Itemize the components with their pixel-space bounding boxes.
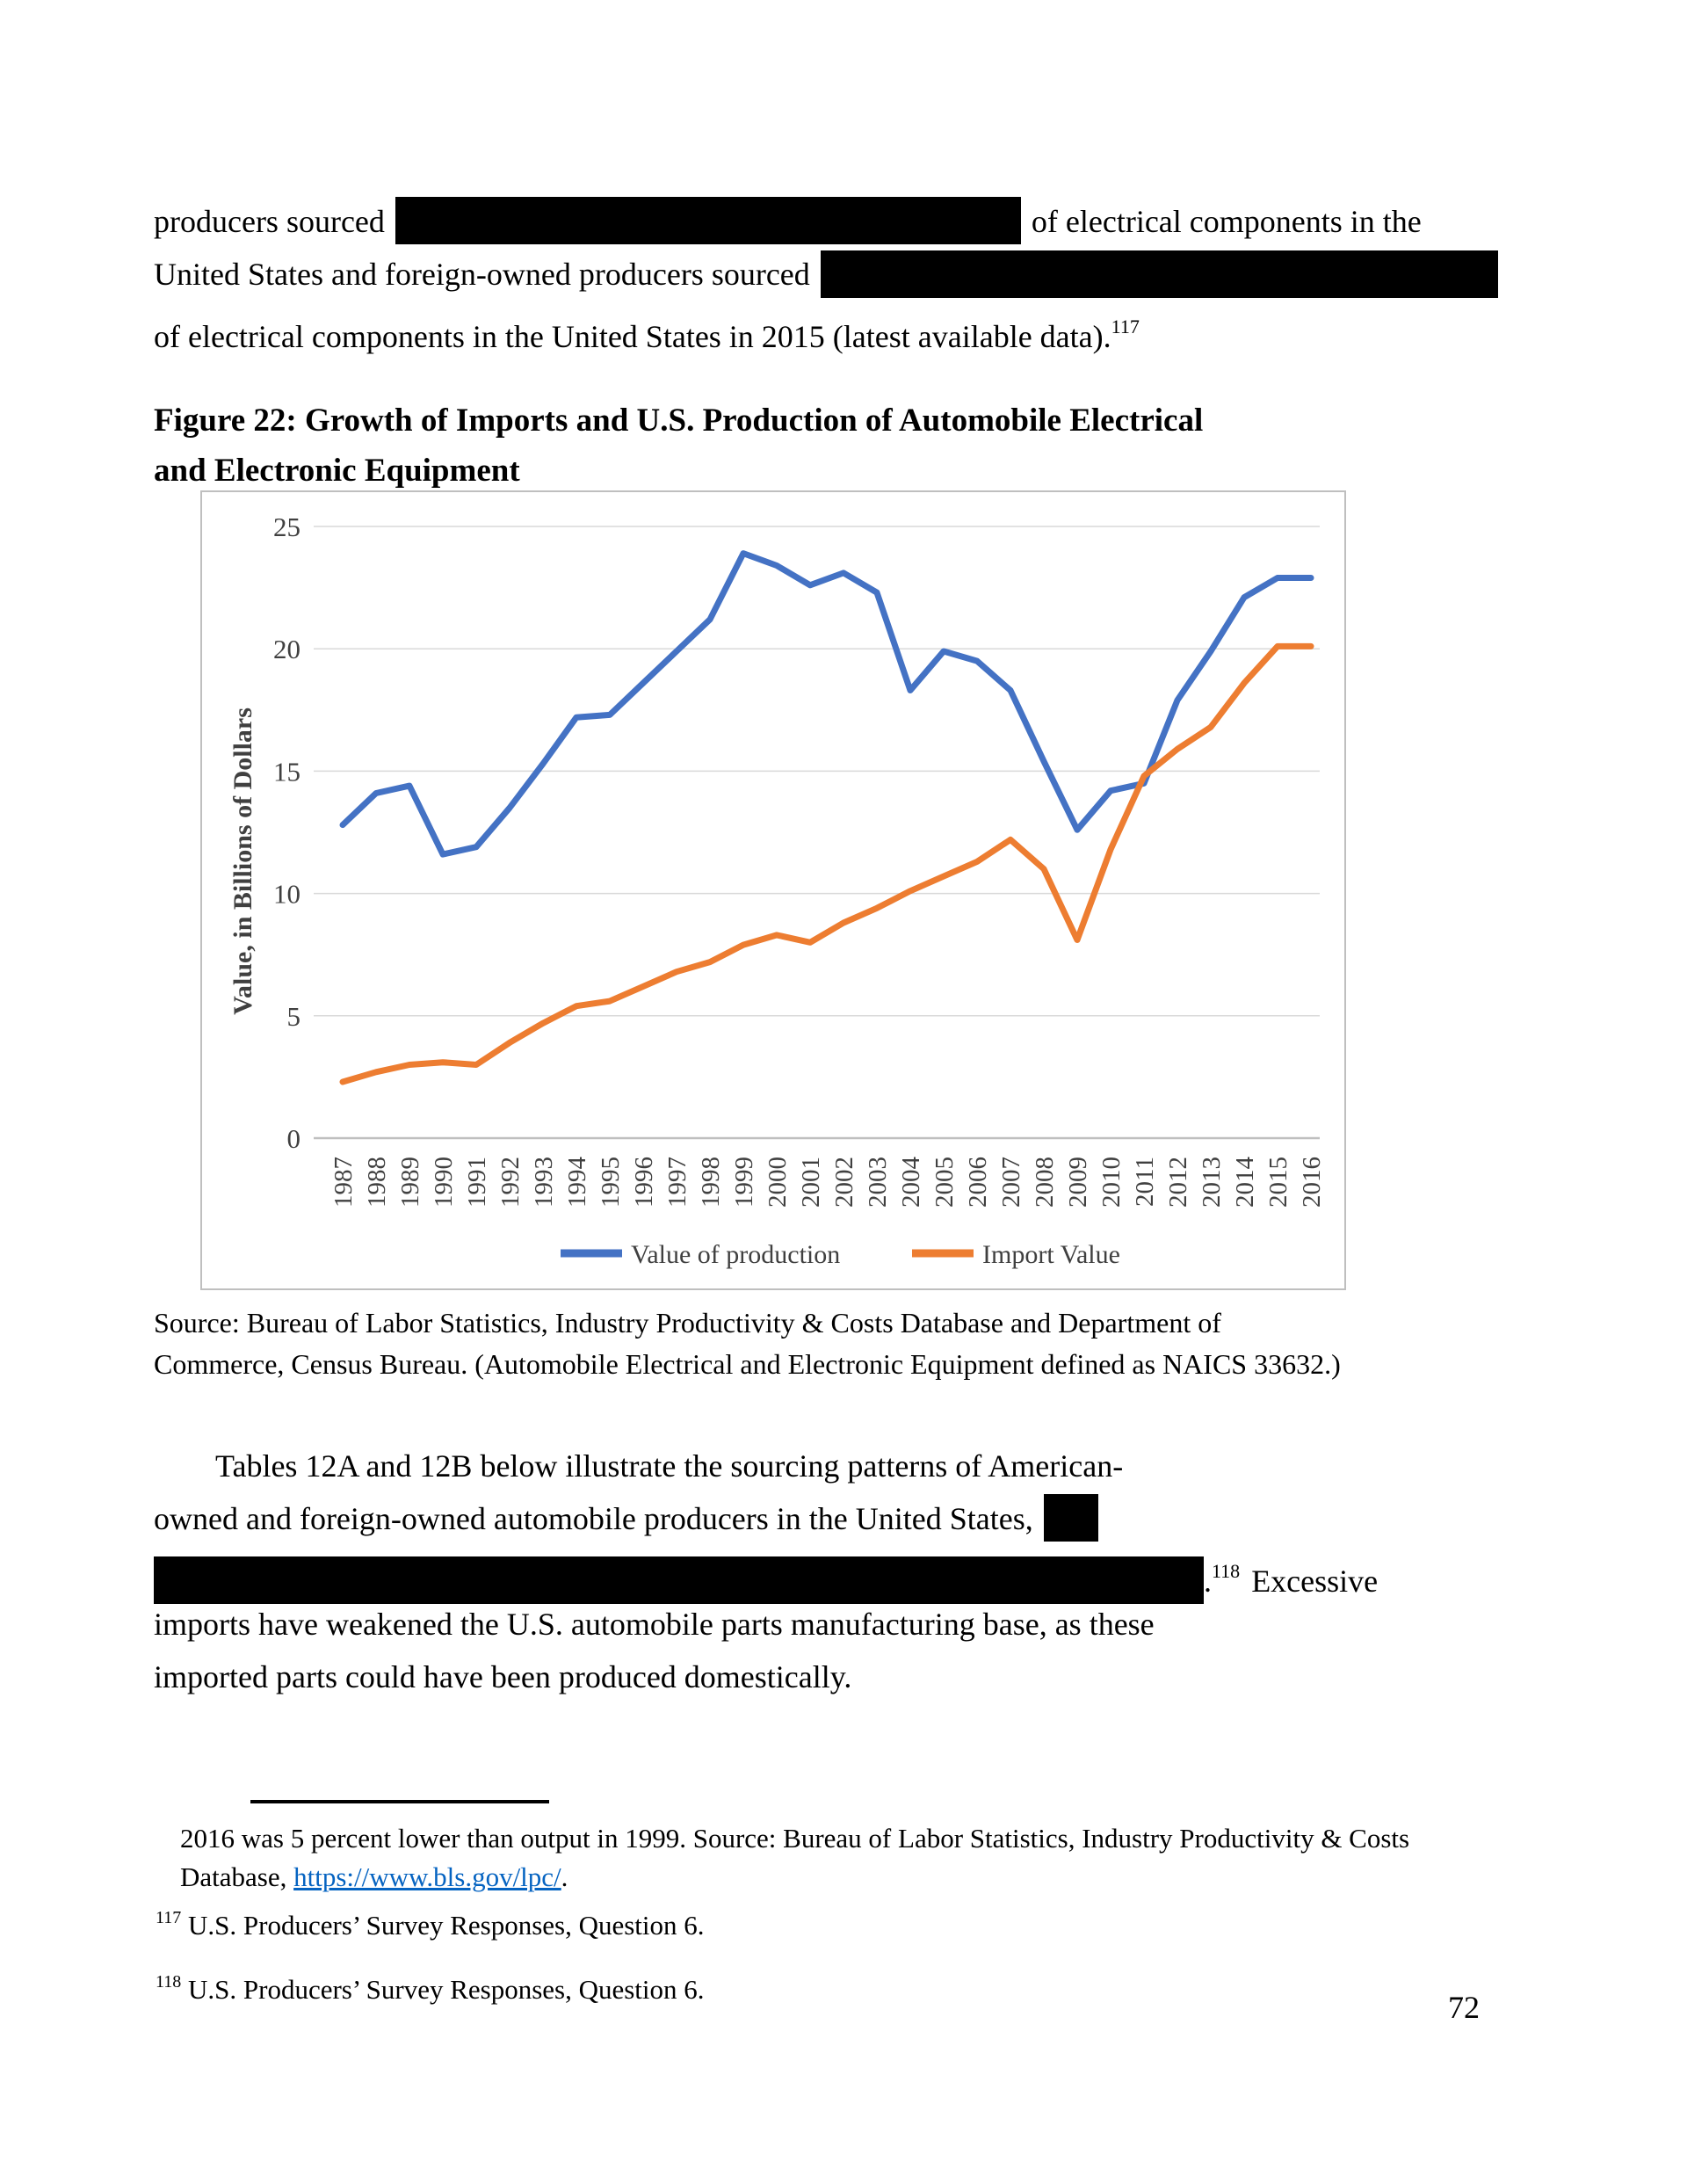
- x-axis-label: 1992: [496, 1157, 525, 1208]
- main-line-3: [154, 1545, 1498, 1598]
- x-axis-label: 2014: [1231, 1157, 1259, 1208]
- y-tick-label: 15: [273, 756, 300, 787]
- main-line-4: [154, 1598, 1498, 1651]
- main-paragraph: [154, 1440, 1498, 1703]
- intro-paragraph: [154, 195, 1498, 353]
- footnote-117-marker: 117: [156, 1908, 182, 1927]
- main-line-5: [154, 1651, 1498, 1703]
- x-axis-label: 2015: [1264, 1157, 1292, 1208]
- x-axis-label: 1991: [463, 1157, 491, 1208]
- intro-line1-after: of electrical components in the: [1031, 204, 1422, 239]
- figure-chart-svg: [202, 492, 1344, 1288]
- footnote-117: [156, 1898, 705, 1945]
- x-axis-label: 1988: [363, 1157, 391, 1208]
- x-axis-label: 1999: [730, 1157, 758, 1208]
- y-tick-label: 25: [273, 512, 300, 542]
- redaction-bar-1: [395, 197, 1021, 244]
- footnote-118-marker: 118: [156, 1972, 182, 1992]
- x-axis-label: 1994: [563, 1157, 591, 1208]
- main-line3-period: .: [1204, 1564, 1212, 1599]
- y-tick-label: 20: [273, 634, 300, 665]
- x-axis-label: 1993: [530, 1157, 558, 1208]
- y-tick-label: 5: [286, 1000, 300, 1032]
- footnote-117-text: U.S. Producers’ Survey Responses, Question 6.: [188, 1910, 705, 1941]
- figure-chart: [200, 490, 1346, 1290]
- x-axis-label: 2013: [1198, 1157, 1226, 1208]
- main-line-1: [154, 1440, 1498, 1492]
- x-axis-label: 2000: [764, 1157, 792, 1208]
- main-line5-text: imported parts could have been produced domestically.: [154, 1659, 852, 1694]
- figure-title: [154, 395, 1203, 496]
- x-axis-label: 2010: [1097, 1157, 1126, 1208]
- footnote-continuation-line2: [180, 1858, 1498, 1897]
- main-line4-text: imports have weakened the U.S. automobile parts manufacturing base, as these: [154, 1607, 1155, 1642]
- intro-line1-before: producers sourced: [154, 204, 385, 239]
- main-line1-text: Tables 12A and 12B below illustrate the sourcing patterns of American-: [215, 1448, 1124, 1484]
- x-axis-label: 1996: [630, 1157, 658, 1208]
- x-axis-label: 1990: [430, 1157, 458, 1208]
- x-axis-label: 2011: [1131, 1157, 1159, 1207]
- x-axis-label: 2002: [830, 1157, 858, 1208]
- x-axis-label: 2008: [1031, 1157, 1059, 1208]
- redaction-bar-3: [1044, 1494, 1098, 1542]
- intro-line2-text: United States and foreign-owned producers sourced: [154, 257, 810, 292]
- intro-line-1: [154, 195, 1498, 248]
- figure-source-line1: Source: Bureau of Labor Statistics, Industry Productivity & Costs Database and Department of: [154, 1307, 1221, 1339]
- footnote-ref-118: 118: [1212, 1560, 1241, 1582]
- footnote-continuation: [180, 1819, 1498, 1897]
- x-axis-label: 2001: [797, 1157, 825, 1208]
- page-number: 72: [1448, 1990, 1480, 2025]
- main-line-2: [154, 1492, 1498, 1545]
- x-axis-label: 1987: [329, 1157, 358, 1208]
- x-axis-label: 2005: [930, 1157, 959, 1208]
- x-axis-label: 2004: [897, 1157, 925, 1208]
- x-axis-label: 1989: [396, 1157, 424, 1208]
- figure-source: [154, 1302, 1498, 1385]
- intro-line3-text: of electrical components in the United States in 2015 (latest available data).: [154, 319, 1111, 354]
- series-line-value-of-production: [343, 554, 1311, 855]
- figure-source-line2: Commerce, Census Bureau. (Automobile Electrical and Electronic Equipment defined as NAICS 33632.): [154, 1348, 1341, 1380]
- intro-line-3: [154, 301, 1498, 353]
- x-axis-label: 2012: [1164, 1157, 1192, 1208]
- footnote-separator: [250, 1800, 549, 1803]
- legend-label-production: Value of production: [631, 1240, 841, 1269]
- x-axis-label: 1995: [597, 1157, 625, 1208]
- series-line-import-value: [343, 646, 1311, 1082]
- redaction-bar-4: [154, 1556, 1204, 1604]
- redaction-bar-2: [821, 250, 1498, 298]
- x-axis-label: 2006: [964, 1157, 992, 1208]
- footnote-continuation-line1: 2016 was 5 percent lower than output in 1999. Source: Bureau of Labor Statistics, Industry Productivity & Costs: [180, 1823, 1410, 1854]
- figure-title-line2: and Electronic Equipment: [154, 453, 520, 489]
- x-axis-label: 2016: [1298, 1157, 1326, 1208]
- x-axis-label: 2007: [997, 1157, 1025, 1208]
- y-tick-label: 10: [273, 878, 300, 910]
- x-axis-label: 1998: [697, 1157, 725, 1208]
- footnote-ref-117: 117: [1111, 316, 1140, 337]
- y-tick-label: 0: [286, 1123, 300, 1154]
- footnote-continuation-line2-after: .: [561, 1861, 568, 1892]
- bls-link[interactable]: https://www.bls.gov/lpc/: [293, 1861, 561, 1892]
- y-axis-title: Value, in Billions of Dollars: [228, 707, 257, 1015]
- figure-title-line1: Figure 22: Growth of Imports and U.S. Production of Automobile Electrical: [154, 403, 1204, 439]
- legend-label-imports: Import Value: [982, 1240, 1120, 1269]
- footnote-continuation-line2-text: Database,: [180, 1861, 294, 1892]
- x-axis-label: 1997: [663, 1157, 691, 1208]
- footnote-118-text: U.S. Producers’ Survey Responses, Question 6.: [188, 1974, 705, 2005]
- x-axis-label: 2009: [1064, 1157, 1092, 1208]
- main-line2-text: owned and foreign-owned automobile producers in the United States,: [154, 1501, 1033, 1536]
- intro-line-2: [154, 248, 1498, 301]
- footnote-118: [156, 1963, 705, 2009]
- x-axis-label: 2003: [864, 1157, 892, 1208]
- main-line3-tail: Excessive: [1251, 1564, 1379, 1599]
